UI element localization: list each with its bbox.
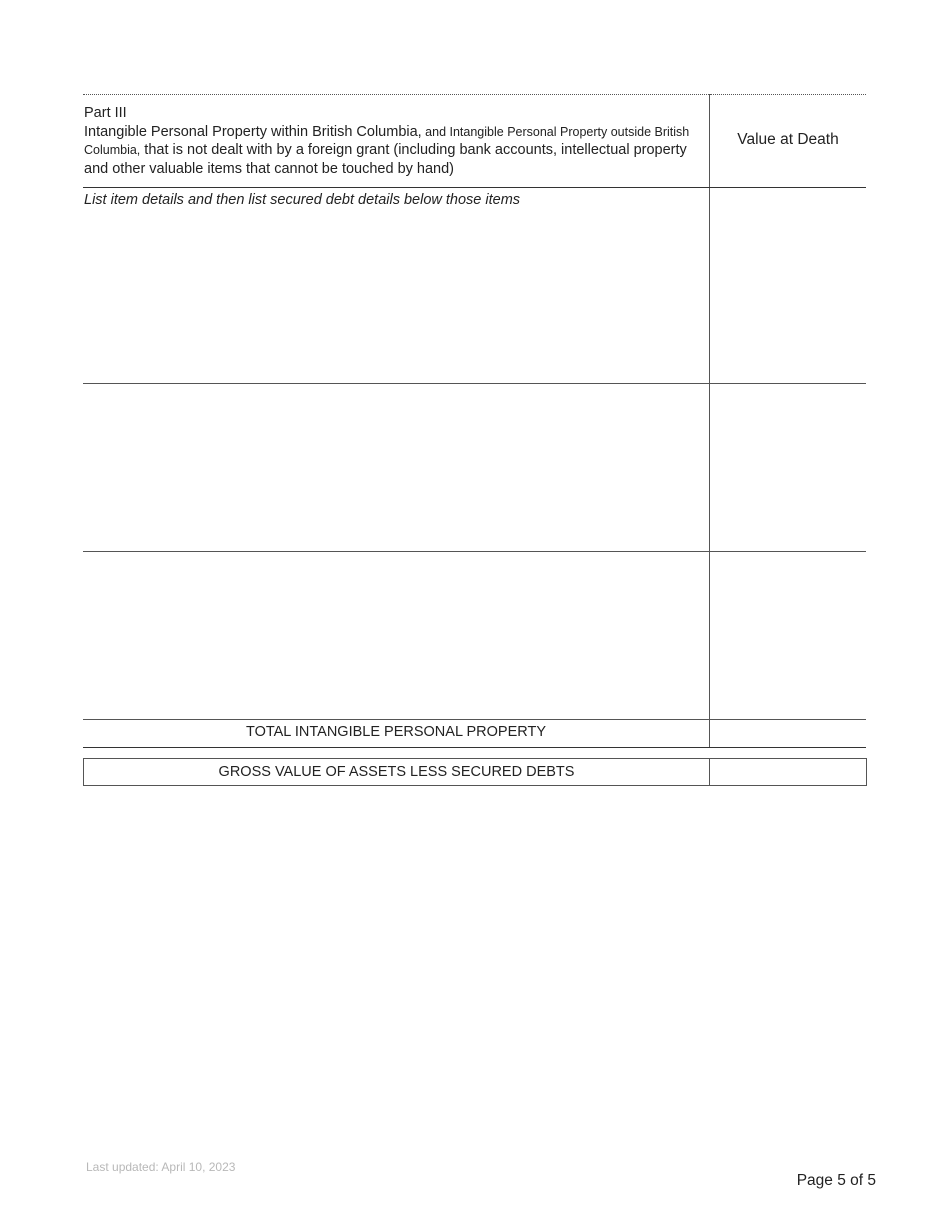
part-desc-c: that is not dealt with by a foreign grant (including bank accounts, intellectual property and other valuable items that cannot be touched by hand) [84, 142, 687, 177]
item-details-field[interactable] [83, 552, 710, 720]
intangible-property-table [83, 94, 866, 748]
gross-value-table [83, 758, 867, 786]
value-field[interactable] [710, 384, 867, 552]
part-header-cell [83, 95, 710, 188]
part-header [83, 95, 709, 178]
value-header-cell [710, 95, 867, 188]
total-label-cell [83, 720, 710, 748]
total-row [83, 720, 866, 748]
part-label: Part III [84, 105, 127, 121]
value-field[interactable] [710, 552, 867, 720]
table-row [83, 188, 866, 384]
value-field[interactable] [710, 188, 867, 384]
gross-row [84, 759, 867, 786]
total-value-field[interactable] [710, 720, 867, 748]
item-details-field[interactable] [83, 188, 710, 384]
value-at-death-header: Value at Death [737, 131, 839, 148]
table-row [83, 552, 866, 720]
items-instruction: List item details and then list secured debt details below those items [84, 192, 521, 208]
part-desc-b: and Intangible Personal Property outside British Columbia, [84, 124, 690, 157]
total-label: TOTAL INTANGIBLE PERSONAL PROPERTY [245, 724, 546, 740]
last-updated: Last updated: April 10, 2023 [86, 1160, 236, 1174]
gross-label: GROSS VALUE OF ASSETS LESS SECURED DEBTS [84, 759, 710, 786]
gross-value-field[interactable] [710, 759, 867, 786]
table-row [83, 384, 866, 552]
page-number: Page 5 of 5 [796, 1172, 876, 1189]
item-details-field[interactable] [83, 384, 710, 552]
part-desc-a: Intangible Personal Property within British Columbia, [84, 123, 422, 140]
table-header-row [83, 95, 866, 188]
